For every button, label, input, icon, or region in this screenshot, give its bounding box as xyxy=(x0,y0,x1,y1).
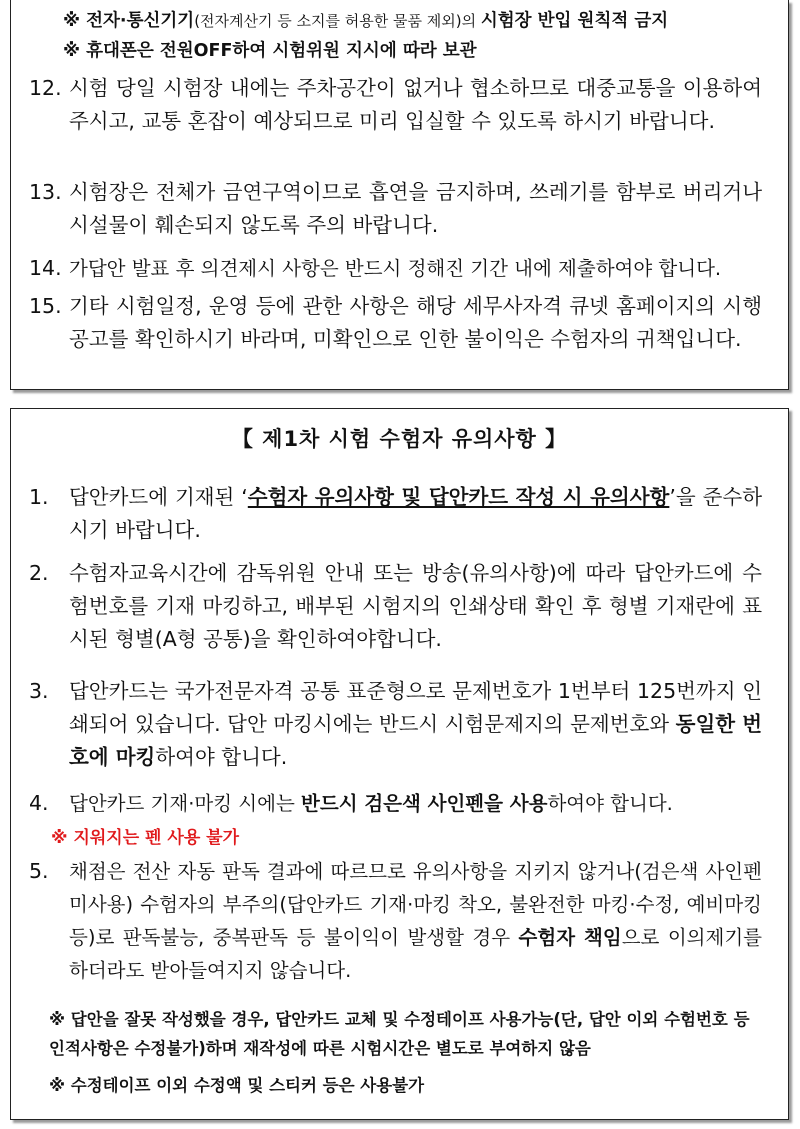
notice-item-14 xyxy=(29,252,762,285)
text-part: 답안카드에 기재된 ‘ xyxy=(69,485,248,509)
item-text: 기타 시험일정, 운영 등에 관한 사항은 해당 세무사자격 큐넷 홈페이지의 시행공고를 확인하시기 바라며, 미확인으로 인한 불이익은 수험자의 귀책입니다. xyxy=(69,294,762,351)
bold-text: 동일한 번호에 마킹 xyxy=(69,712,762,769)
note-bold-devices: 전자·통신기기 xyxy=(86,11,195,31)
item-text xyxy=(69,855,762,987)
notice-box-general xyxy=(10,0,789,390)
note-phone-text: 휴대폰은 전원OFF하여 시험위원 지시에 따라 보관 xyxy=(86,41,477,61)
bold-text: 수험자 책임 xyxy=(518,926,622,949)
notice-item-15 xyxy=(29,290,762,356)
bold-text: 반드시 검은색 사인펜을 사용 xyxy=(301,792,548,815)
notice-item-4 xyxy=(29,787,762,820)
section-title: 【 제1차 시험 수험자 유의사항 】 xyxy=(231,427,568,451)
item-text: 시험 당일 시험장 내에는 주차공간이 없거나 협소하므로 대중교통을 이용하여 주시고, 교통 혼잡이 예상되므로 미리 입실할 수 있도록 하시기 바랍니다. xyxy=(69,76,762,133)
item-number: 3. xyxy=(29,679,49,703)
item-number: 15. xyxy=(29,294,62,318)
item-number: 12. xyxy=(29,76,62,100)
notice-item-1 xyxy=(29,481,762,547)
text-part: 으로 이의제기를 하더라도 받아들여지지 않습니다. xyxy=(69,926,763,982)
text-part: 답안카드는 국가전문자격 공통 표준형으로 문제번호가 1번부터 125번까지 인쇄되어 있습니다. 답안 마킹시에는 반드시 시험문제지의 문제번호와 xyxy=(69,679,762,736)
item-number: 13. xyxy=(29,180,62,204)
notice-item-2 xyxy=(29,557,762,656)
notice-item-12 xyxy=(29,72,762,138)
notice-box-exam-1 xyxy=(10,408,789,1120)
item-text: 가답안 발표 후 의견제시 사항은 반드시 정해진 기간 내에 제출하여야 합니다. xyxy=(69,257,722,280)
item-text xyxy=(69,787,762,820)
note-bold-ban: 시험장 반입 원칙적 금지 xyxy=(480,11,669,31)
sub-note-correction: ※ 답안을 잘못 작성했을 경우, 답안카드 교체 및 수정테이프 사용가능(단, 답안 이외 수험번호 등 인적사항은 수정불가)하며 재작성에 따른 시험시간은 별도로 부여하지 않음 xyxy=(49,1010,750,1058)
item-text: 시험장은 전체가 금연구역이므로 흡연을 금지하며, 쓰레기를 함부로 버리거나 시설물이 훼손되지 않도록 주의 바랍니다. xyxy=(69,180,762,237)
sub-note-tape: ※ 수정테이프 이외 수정액 및 스티커 등은 사용불가 xyxy=(49,1076,425,1095)
item-number: 4. xyxy=(29,791,49,815)
text-part: 하여야 합니다. xyxy=(547,792,673,815)
notice-item-3 xyxy=(29,675,762,774)
item-text xyxy=(69,481,762,547)
text-part: 답안카드 기재·마킹 시에는 xyxy=(69,792,302,815)
text-part: 채점은 전산 자동 판독 결과에 따르므로 유의사항을 지키지 않거나(검은색 사인펜 미사용) 수험자의 부주의(답안카드 기재·마킹 착오, 불완전한 마킹·수정, 예비마킹 등)로 판독불능, 중복판독 등 불이익이 발생할 경우 xyxy=(69,860,762,949)
item-number: 14. xyxy=(29,256,62,280)
item-text xyxy=(69,675,762,774)
note-device-ban xyxy=(63,8,788,34)
note-phone xyxy=(63,38,788,64)
item-number: 5. xyxy=(29,859,49,883)
notice-item-13 xyxy=(29,176,762,242)
note-mark: ※ xyxy=(63,41,87,61)
notice-item-5 xyxy=(29,855,762,987)
item-text: 수험자교육시간에 감독위원 안내 또는 방송(유의사항)에 따라 답안카드에 수험번호를 기재 마킹하고, 배부된 시험지의 인쇄상태 확인 후 형별 기재란에 표시된 형별(A형 공통)을 확인하여야합니다. xyxy=(69,561,762,651)
red-warning-note: ※ 지워지는 펜 사용 불가 xyxy=(51,828,239,848)
note-mark: ※ xyxy=(63,11,87,31)
underlined-text: 수험자 유의사항 및 답안카드 작성 시 유의사항 xyxy=(247,485,670,509)
item-number: 1. xyxy=(29,485,49,509)
note-normal-text: (전자계산기 등 소지를 허용한 물품 제외)의 xyxy=(194,12,481,30)
text-part: 하여야 합니다. xyxy=(155,745,288,769)
item-number: 2. xyxy=(29,561,49,585)
text-part: ’을 준수하시기 바랍니다. xyxy=(69,485,762,542)
